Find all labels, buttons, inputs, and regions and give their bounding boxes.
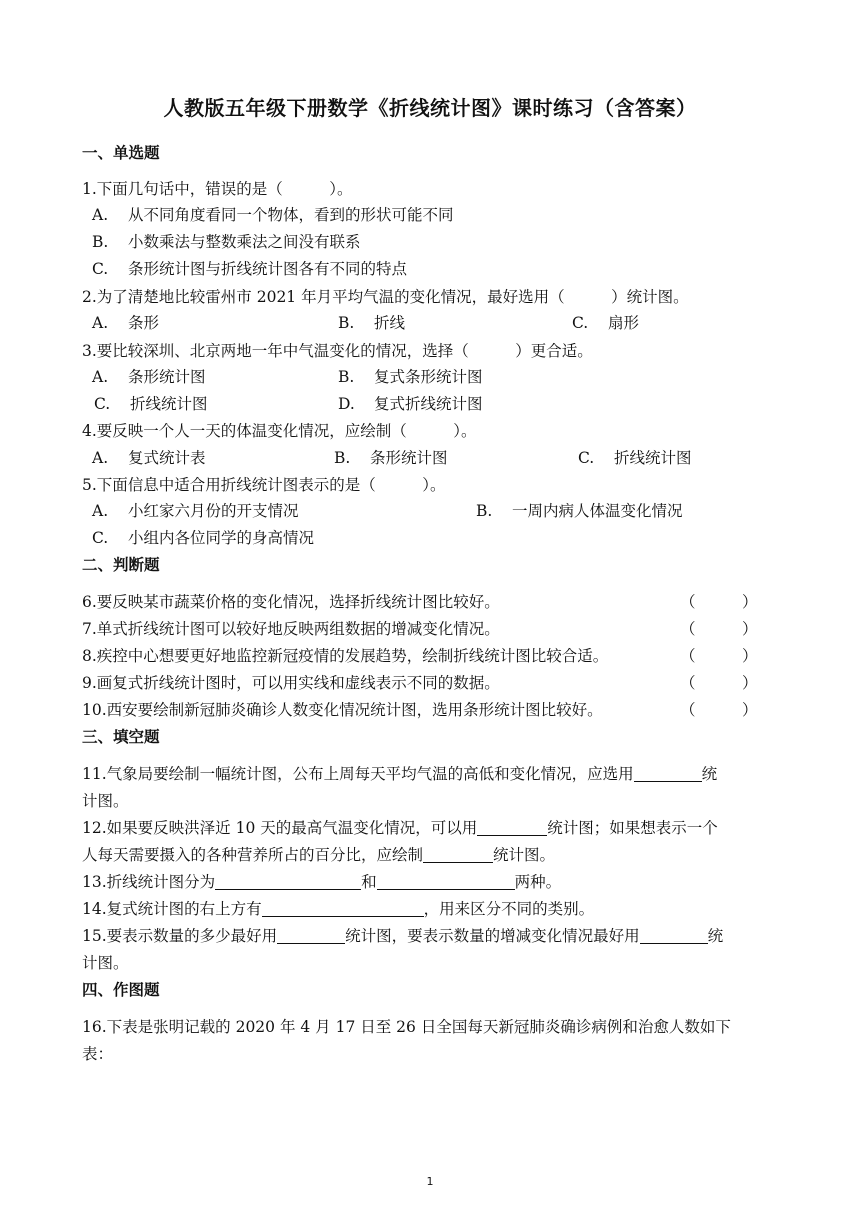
question-3-option-b: B. 复式条形统计图 [338, 368, 483, 386]
question-2-option-a: A. 条形 [92, 314, 160, 332]
question-12-blank-1[interactable] [477, 819, 547, 836]
question-11-line-2: 计图。 [82, 792, 129, 810]
question-4-stem: 4.要反映一个人一天的体温变化情况，应绘制（ ）。 [82, 422, 477, 440]
section-heading-true-false: 二、判断题 [82, 555, 160, 574]
question-9-text: 9.画复式折线统计图时，可以用实线和虚线表示不同的数据。 [82, 674, 500, 692]
question-2-stem: 2.为了清楚地比较雷州市 2021 年月平均气温的变化情况，最好选用（ ）统计图。 [82, 288, 689, 306]
question-16-line-2: 表： [82, 1045, 114, 1063]
question-11-blank[interactable] [634, 765, 702, 782]
question-2-option-c: C. 扇形 [572, 314, 640, 332]
page-title: 人教版五年级下册数学《折线统计图》课时练习（含答案） [163, 96, 697, 120]
question-3-option-c: C. 折线统计图 [94, 395, 208, 413]
question-8-text: 8.疾控中心想要更好地监控新冠疫情的发展趋势，绘制折线统计图比较合适。 [82, 647, 609, 665]
question-15-line-2: 计图。 [82, 954, 129, 972]
question-15-line-1: 15.要表示数量的多少最好用 统计图，要表示数量的增减变化情况最好用 统 [82, 927, 724, 945]
question-10-text: 10.西安要绘制新冠肺炎确诊人数变化情况统计图，选用条形统计图比较好。 [82, 701, 603, 719]
question-5-option-c: C. 小组内各位同学的身高情况 [92, 529, 315, 547]
question-15-blank-2[interactable] [640, 927, 708, 944]
section-heading-single-choice: 一、单选题 [82, 143, 160, 162]
section-heading-drawing: 四、作图题 [82, 980, 160, 999]
question-5-option-a: A. 小红家六月份的开支情况 [92, 502, 299, 520]
question-1-option-a: A. 从不同角度看同一个物体，看到的形状可能不同 [92, 206, 454, 224]
question-4-option-b: B. 条形统计图 [334, 449, 448, 467]
question-3-option-a: A. 条形统计图 [92, 368, 206, 386]
question-3-stem: 3.要比较深圳、北京两地一年中气温变化的情况，选择（ ）更合适。 [82, 342, 593, 360]
question-5-stem: 5.下面信息中适合用折线统计图表示的是（ ）。 [82, 476, 446, 494]
question-13-blank-2[interactable] [377, 873, 515, 890]
question-14-blank[interactable] [262, 900, 424, 917]
question-6-answer-parens[interactable]: （ ） [680, 593, 758, 611]
question-12-blank-2[interactable] [423, 846, 493, 863]
page-number: 1 [426, 1175, 434, 1188]
question-15-blank-1[interactable] [277, 927, 345, 944]
question-16-line-1: 16.下表是张明记载的 2020 年 4 月 17 日至 26 日全国每天新冠肺炎确诊病例和治愈人数如下 [82, 1018, 731, 1036]
question-9-answer-parens[interactable]: （ ） [680, 674, 758, 692]
question-2-option-b: B. 折线 [338, 314, 406, 332]
question-10-answer-parens[interactable]: （ ） [680, 701, 758, 719]
question-14: 14.复式统计图的右上方有 ，用来区分不同的类别。 [82, 900, 595, 918]
question-1-option-b: B. 小数乘法与整数乘法之间没有联系 [92, 233, 361, 251]
question-11-line-1: 11.气象局要绘制一幅统计图，公布上周每天平均气温的高低和变化情况，应选用 统 [82, 765, 718, 783]
question-1-option-c: C. 条形统计图与折线统计图各有不同的特点 [92, 260, 408, 278]
section-heading-fill-in: 三、填空题 [82, 727, 160, 746]
question-7-answer-parens[interactable]: （ ） [680, 620, 758, 638]
question-12-line-2: 人每天需要摄入的各种营养所占的百分比，应绘制 统计图。 [82, 846, 556, 864]
question-13: 13.折线统计图分为 和 两种。 [82, 873, 562, 891]
question-4-option-c: C. 折线统计图 [578, 449, 692, 467]
question-6-text: 6.要反映某市蔬菜价格的变化情况，选择折线统计图比较好。 [82, 593, 500, 611]
question-3-option-d: D. 复式折线统计图 [338, 395, 483, 413]
question-1-stem: 1.下面几句话中，错误的是（ ）。 [82, 180, 353, 198]
question-8-answer-parens[interactable]: （ ） [680, 647, 758, 665]
question-12-line-1: 12.如果要反映洪泽近 10 天的最高气温变化情况，可以用 统计图；如果想表示一个 [82, 819, 718, 837]
question-7-text: 7.单式折线统计图可以较好地反映两组数据的增减变化情况。 [82, 620, 500, 638]
question-5-option-b: B. 一周内病人体温变化情况 [476, 502, 683, 520]
question-4-option-a: A. 复式统计表 [92, 449, 206, 467]
question-13-blank-1[interactable] [215, 873, 361, 890]
